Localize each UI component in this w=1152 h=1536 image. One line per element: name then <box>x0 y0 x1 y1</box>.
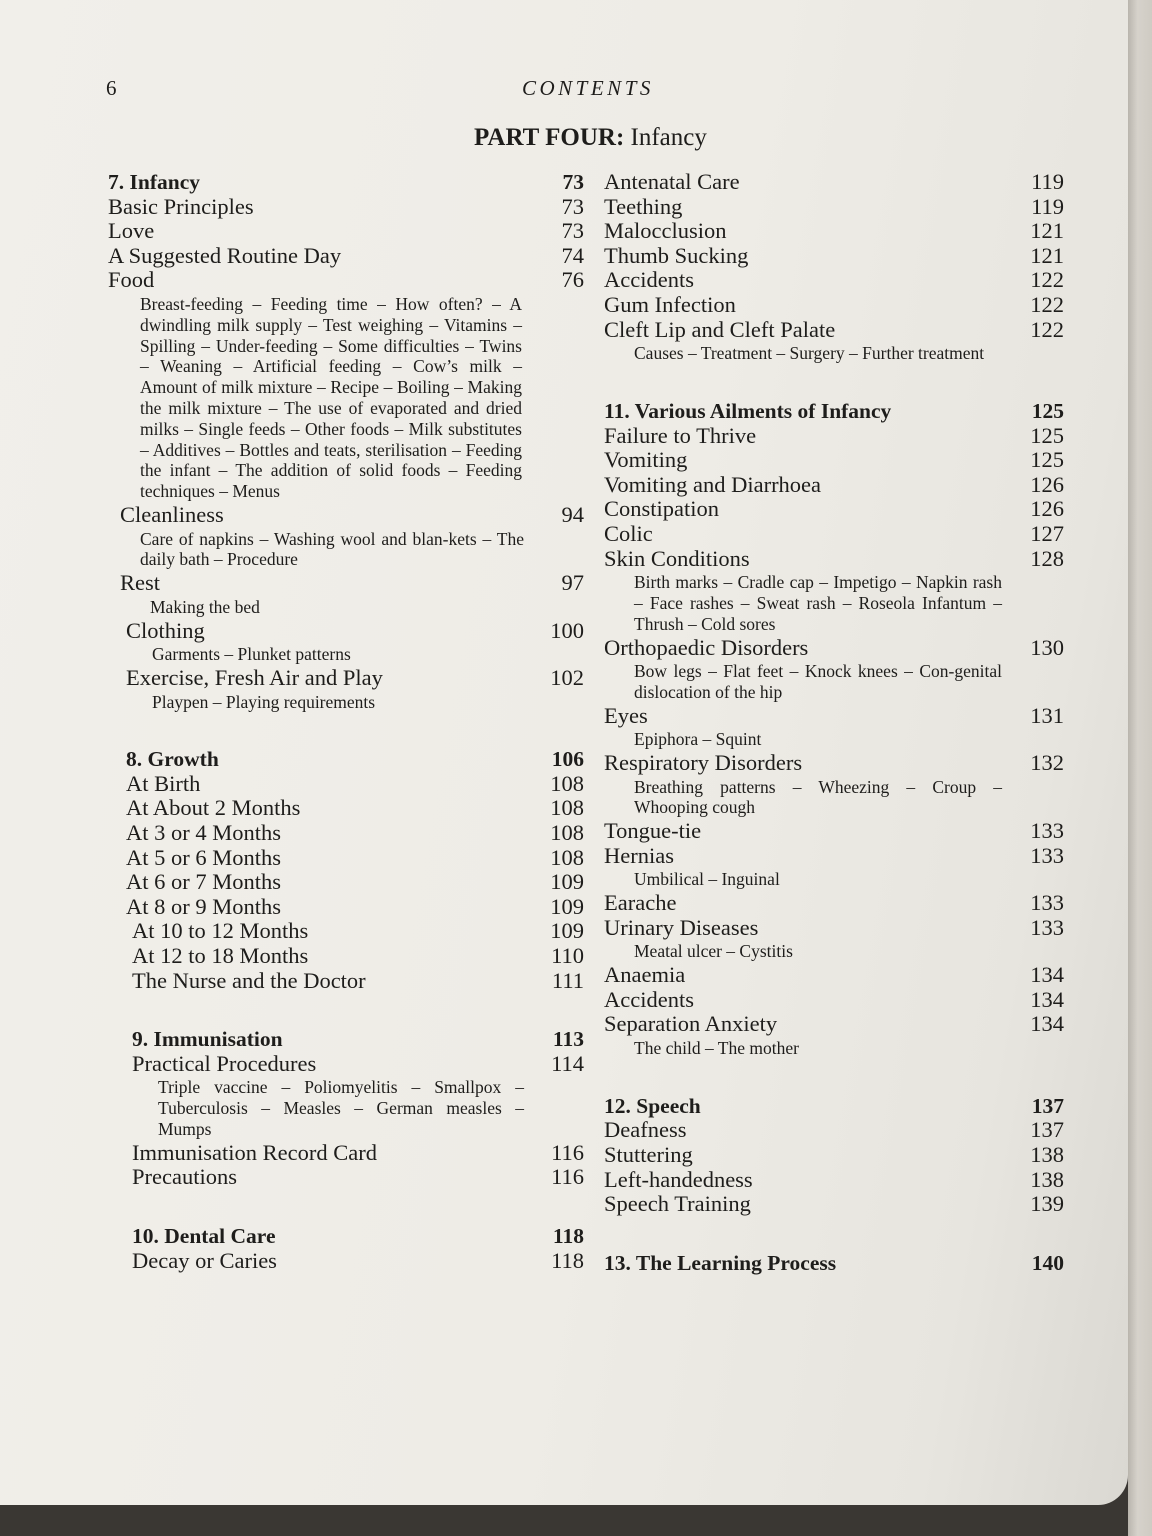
toc-entry[interactable]: Antenatal Care 119 <box>604 169 1064 194</box>
page-ref: 94 <box>561 501 584 527</box>
toc-entry[interactable]: Deafness 137 <box>604 1117 1064 1143</box>
page-ref: 122 <box>1030 291 1064 317</box>
page-ref: 137 <box>1030 1117 1064 1143</box>
toc-subtopics: Triple vaccine – Poliomyelitis – Smallpox – Tuberculosis – Measles – German measles – Mumps <box>158 1077 524 1140</box>
page-ref: 108 <box>550 844 584 870</box>
page-ref: 122 <box>1030 316 1064 342</box>
toc-entry[interactable]: Urinary Diseases 133 <box>604 914 1064 940</box>
toc-entry[interactable]: Respiratory Disorders 132 <box>604 750 1064 776</box>
toc-entry[interactable]: At About 2 Months 108 <box>126 795 584 821</box>
toc-entry[interactable]: Constipation 126 <box>604 496 1064 522</box>
toc-entry[interactable]: Gum Infection 122 <box>604 291 1064 317</box>
toc-entry[interactable]: Precautions 116 <box>132 1164 584 1190</box>
toc-subtopics: Breathing patterns – Wheezing – Croup – Whooping cough <box>634 776 1002 818</box>
toc-entry[interactable]: Love 73 <box>108 218 584 244</box>
toc-chapter[interactable]: 11. Various Ailments of Infancy 125 <box>604 398 1064 423</box>
toc-entry[interactable]: Eyes 131 <box>604 702 1064 728</box>
page-ref: 102 <box>550 664 584 690</box>
page-ref: 119 <box>1031 193 1064 219</box>
page-ref: 122 <box>1030 267 1064 293</box>
toc-chapter[interactable]: 10. Dental Care 118 <box>132 1224 584 1248</box>
toc-entry[interactable]: Thumb Sucking 121 <box>604 242 1064 268</box>
page-ref: 100 <box>550 617 584 643</box>
toc-entry[interactable]: Decay or Caries 118 <box>132 1247 584 1273</box>
toc-chapter[interactable]: 9. Immunisation 113 <box>132 1027 584 1052</box>
toc-entry[interactable]: A Suggested Routine Day 74 <box>108 242 584 268</box>
part-label: PART FOUR: <box>474 124 625 151</box>
toc-entry[interactable]: Basic Principles 73 <box>108 193 584 219</box>
toc-entry[interactable]: Immunisation Record Card 116 <box>132 1139 584 1165</box>
toc-entry[interactable]: Accidents 134 <box>604 986 1064 1012</box>
page-ref: 130 <box>1030 634 1064 660</box>
page-ref: 125 <box>1031 398 1064 423</box>
page-ref: 76 <box>561 267 584 293</box>
toc-subtopics: Breast-feeding – Feeding time – How often? – A dwindling milk supply – Test weighing – Vitamins – Spilling – Under-feeding – Some difficulties – Twins – Weaning – Artificial feeding – Cow’s milk – Amount of milk mixture – Recipe – Boiling – Making the milk mixture – The use of evaporated and dried milks – Single feeds – Other foods – Milk substitutes – Additives – Bottles and teats, sterilisation – Feeding the infant – The addition of solid foods – Feeding techniques – Menus <box>140 293 522 502</box>
toc-entry[interactable]: At 8 or 9 Months 109 <box>126 893 584 919</box>
page-ref: 110 <box>551 943 584 969</box>
toc-entry[interactable]: At 5 or 6 Months 108 <box>126 844 584 870</box>
toc-entry[interactable]: Vomiting 125 <box>604 447 1064 473</box>
page-ref: 109 <box>550 893 584 919</box>
toc-chapter[interactable]: 8. Growth 106 <box>126 747 584 772</box>
toc-subtopics: The child – The mother <box>634 1038 799 1059</box>
toc-entry[interactable]: At 10 to 12 Months 109 <box>132 918 584 944</box>
page-ref: 125 <box>1030 447 1064 473</box>
toc-entry[interactable]: At 3 or 4 Months 108 <box>126 820 584 846</box>
page-ref: 139 <box>1030 1191 1064 1217</box>
page-ref: 132 <box>1030 750 1064 776</box>
page-ref: 131 <box>1030 702 1064 728</box>
toc-entry[interactable]: At 6 or 7 Months 109 <box>126 869 584 895</box>
page-number: 6 <box>106 76 117 100</box>
page-ref: 108 <box>550 820 584 846</box>
page-ref: 119 <box>1031 169 1064 194</box>
page-ref: 73 <box>561 193 584 219</box>
page-ref: 133 <box>1030 818 1064 844</box>
toc-chapter[interactable]: 12. Speech 137 <box>604 1093 1064 1118</box>
toc-subtopics: Birth marks – Cradle cap – Impetigo – Napkin rash – Face rashes – Sweat rash – Roseola Infantum – Thrush – Cold sores <box>634 572 1002 634</box>
page-ref: 121 <box>1030 242 1064 268</box>
toc-entry[interactable]: Separation Anxiety 134 <box>604 1011 1064 1037</box>
toc-subtopics: Bow legs – Flat feet – Knock knees – Con-genital dislocation of the hip <box>634 661 1002 702</box>
toc-entry[interactable]: Rest 97 <box>120 570 584 596</box>
toc-subtopics: Making the bed <box>150 596 260 617</box>
page-ref: 73 <box>562 170 584 194</box>
page-ref: 125 <box>1030 422 1064 448</box>
page-ref: 133 <box>1030 914 1064 940</box>
part-name: Infancy <box>630 124 707 151</box>
toc-entry[interactable]: Tongue-tie 133 <box>604 818 1064 844</box>
toc-entry[interactable]: Exercise, Fresh Air and Play 102 <box>126 664 584 690</box>
page-ref: 74 <box>561 242 584 268</box>
page-ref: 134 <box>1030 986 1064 1012</box>
toc-entry[interactable]: The Nurse and the Doctor 111 <box>132 967 584 993</box>
toc-entry[interactable]: Anaemia 134 <box>604 962 1064 988</box>
page-ref: 121 <box>1030 218 1064 244</box>
page-ref: 108 <box>550 770 584 796</box>
contents-right-column <box>604 170 1064 1275</box>
toc-subtopics: Umbilical – Inguinal <box>634 869 780 890</box>
part-heading <box>474 124 707 152</box>
toc-subtopics: Garments – Plunket patterns <box>152 644 351 665</box>
page-ref: 106 <box>551 747 584 772</box>
toc-entry[interactable]: Left-handedness 138 <box>604 1166 1064 1192</box>
toc-entry[interactable]: At 12 to 18 Months 110 <box>132 943 584 969</box>
running-title: CONTENTS <box>522 76 654 100</box>
toc-subtopics: Care of napkins – Washing wool and blan-kets – The daily bath – Procedure <box>140 528 524 570</box>
toc-entry[interactable]: Skin Conditions 128 <box>604 545 1064 571</box>
page-ref: 109 <box>550 869 584 895</box>
toc-chapter[interactable]: 13. The Learning Process 140 <box>604 1250 1064 1275</box>
contents-left-column <box>108 170 584 1273</box>
page-ref: 137 <box>1031 1093 1064 1118</box>
toc-entry[interactable]: Teething 119 <box>604 193 1064 219</box>
toc-entry[interactable]: Cleanliness 94 <box>120 501 584 527</box>
page-ref: 114 <box>551 1050 584 1076</box>
page-ref: 111 <box>551 967 584 993</box>
page-ref: 73 <box>561 218 584 244</box>
toc-subtopics: Causes – Treatment – Surgery – Further treatment <box>634 343 985 364</box>
page-ref: 118 <box>551 1247 584 1273</box>
toc-entry[interactable]: Orthopaedic Disorders 130 <box>604 634 1064 660</box>
toc-entry[interactable]: Food 76 <box>108 267 584 293</box>
page-ref: 126 <box>1030 471 1064 497</box>
page-ref: 116 <box>551 1139 584 1165</box>
page-ref: 138 <box>1030 1166 1064 1192</box>
toc-entry[interactable]: Accidents 122 <box>604 267 1064 293</box>
toc-entry[interactable]: Practical Procedures 114 <box>132 1050 584 1076</box>
page-ref: 134 <box>1030 1011 1064 1037</box>
page-ref: 133 <box>1030 842 1064 868</box>
toc-entry[interactable]: Hernias 133 <box>604 842 1064 868</box>
toc-entry[interactable]: Malocclusion 121 <box>604 218 1064 244</box>
page-ref: 113 <box>552 1027 584 1052</box>
page-ref: 138 <box>1030 1142 1064 1167</box>
toc-entry[interactable]: Failure to Thrive 125 <box>604 422 1064 448</box>
toc-chapter[interactable]: 7. Infancy 73 <box>108 170 584 194</box>
page-ref: 97 <box>561 570 584 596</box>
toc-subtopics: Meatal ulcer – Cystitis <box>634 941 793 962</box>
page-ref: 127 <box>1030 520 1064 546</box>
page-ref: 128 <box>1030 545 1064 571</box>
page-ref: 109 <box>550 918 584 944</box>
page-ref: 126 <box>1030 496 1064 522</box>
toc-subtopics: Epiphora – Squint <box>634 729 762 750</box>
page-ref: 116 <box>551 1164 584 1190</box>
toc-entry[interactable]: Colic 127 <box>604 520 1064 546</box>
page-ref: 118 <box>552 1224 584 1248</box>
page-ref: 133 <box>1030 890 1064 916</box>
toc-entry[interactable]: Earache 133 <box>604 890 1064 916</box>
toc-entry[interactable]: Vomiting and Diarrhoea 126 <box>604 471 1064 497</box>
page-ref: 108 <box>550 795 584 821</box>
toc-entry[interactable]: Stuttering 138 <box>604 1142 1064 1167</box>
toc-entry[interactable]: Speech Training 139 <box>604 1191 1064 1217</box>
toc-entry[interactable]: At Birth 108 <box>126 770 584 796</box>
toc-entry[interactable]: Cleft Lip and Cleft Palate 122 <box>604 316 1064 342</box>
facing-page-edge <box>1128 0 1152 1536</box>
page-ref: 134 <box>1030 962 1064 988</box>
toc-subtopics: Playpen – Playing requirements <box>152 691 376 712</box>
toc-entry[interactable]: Clothing 100 <box>126 617 584 643</box>
page-ref: 140 <box>1031 1250 1064 1275</box>
